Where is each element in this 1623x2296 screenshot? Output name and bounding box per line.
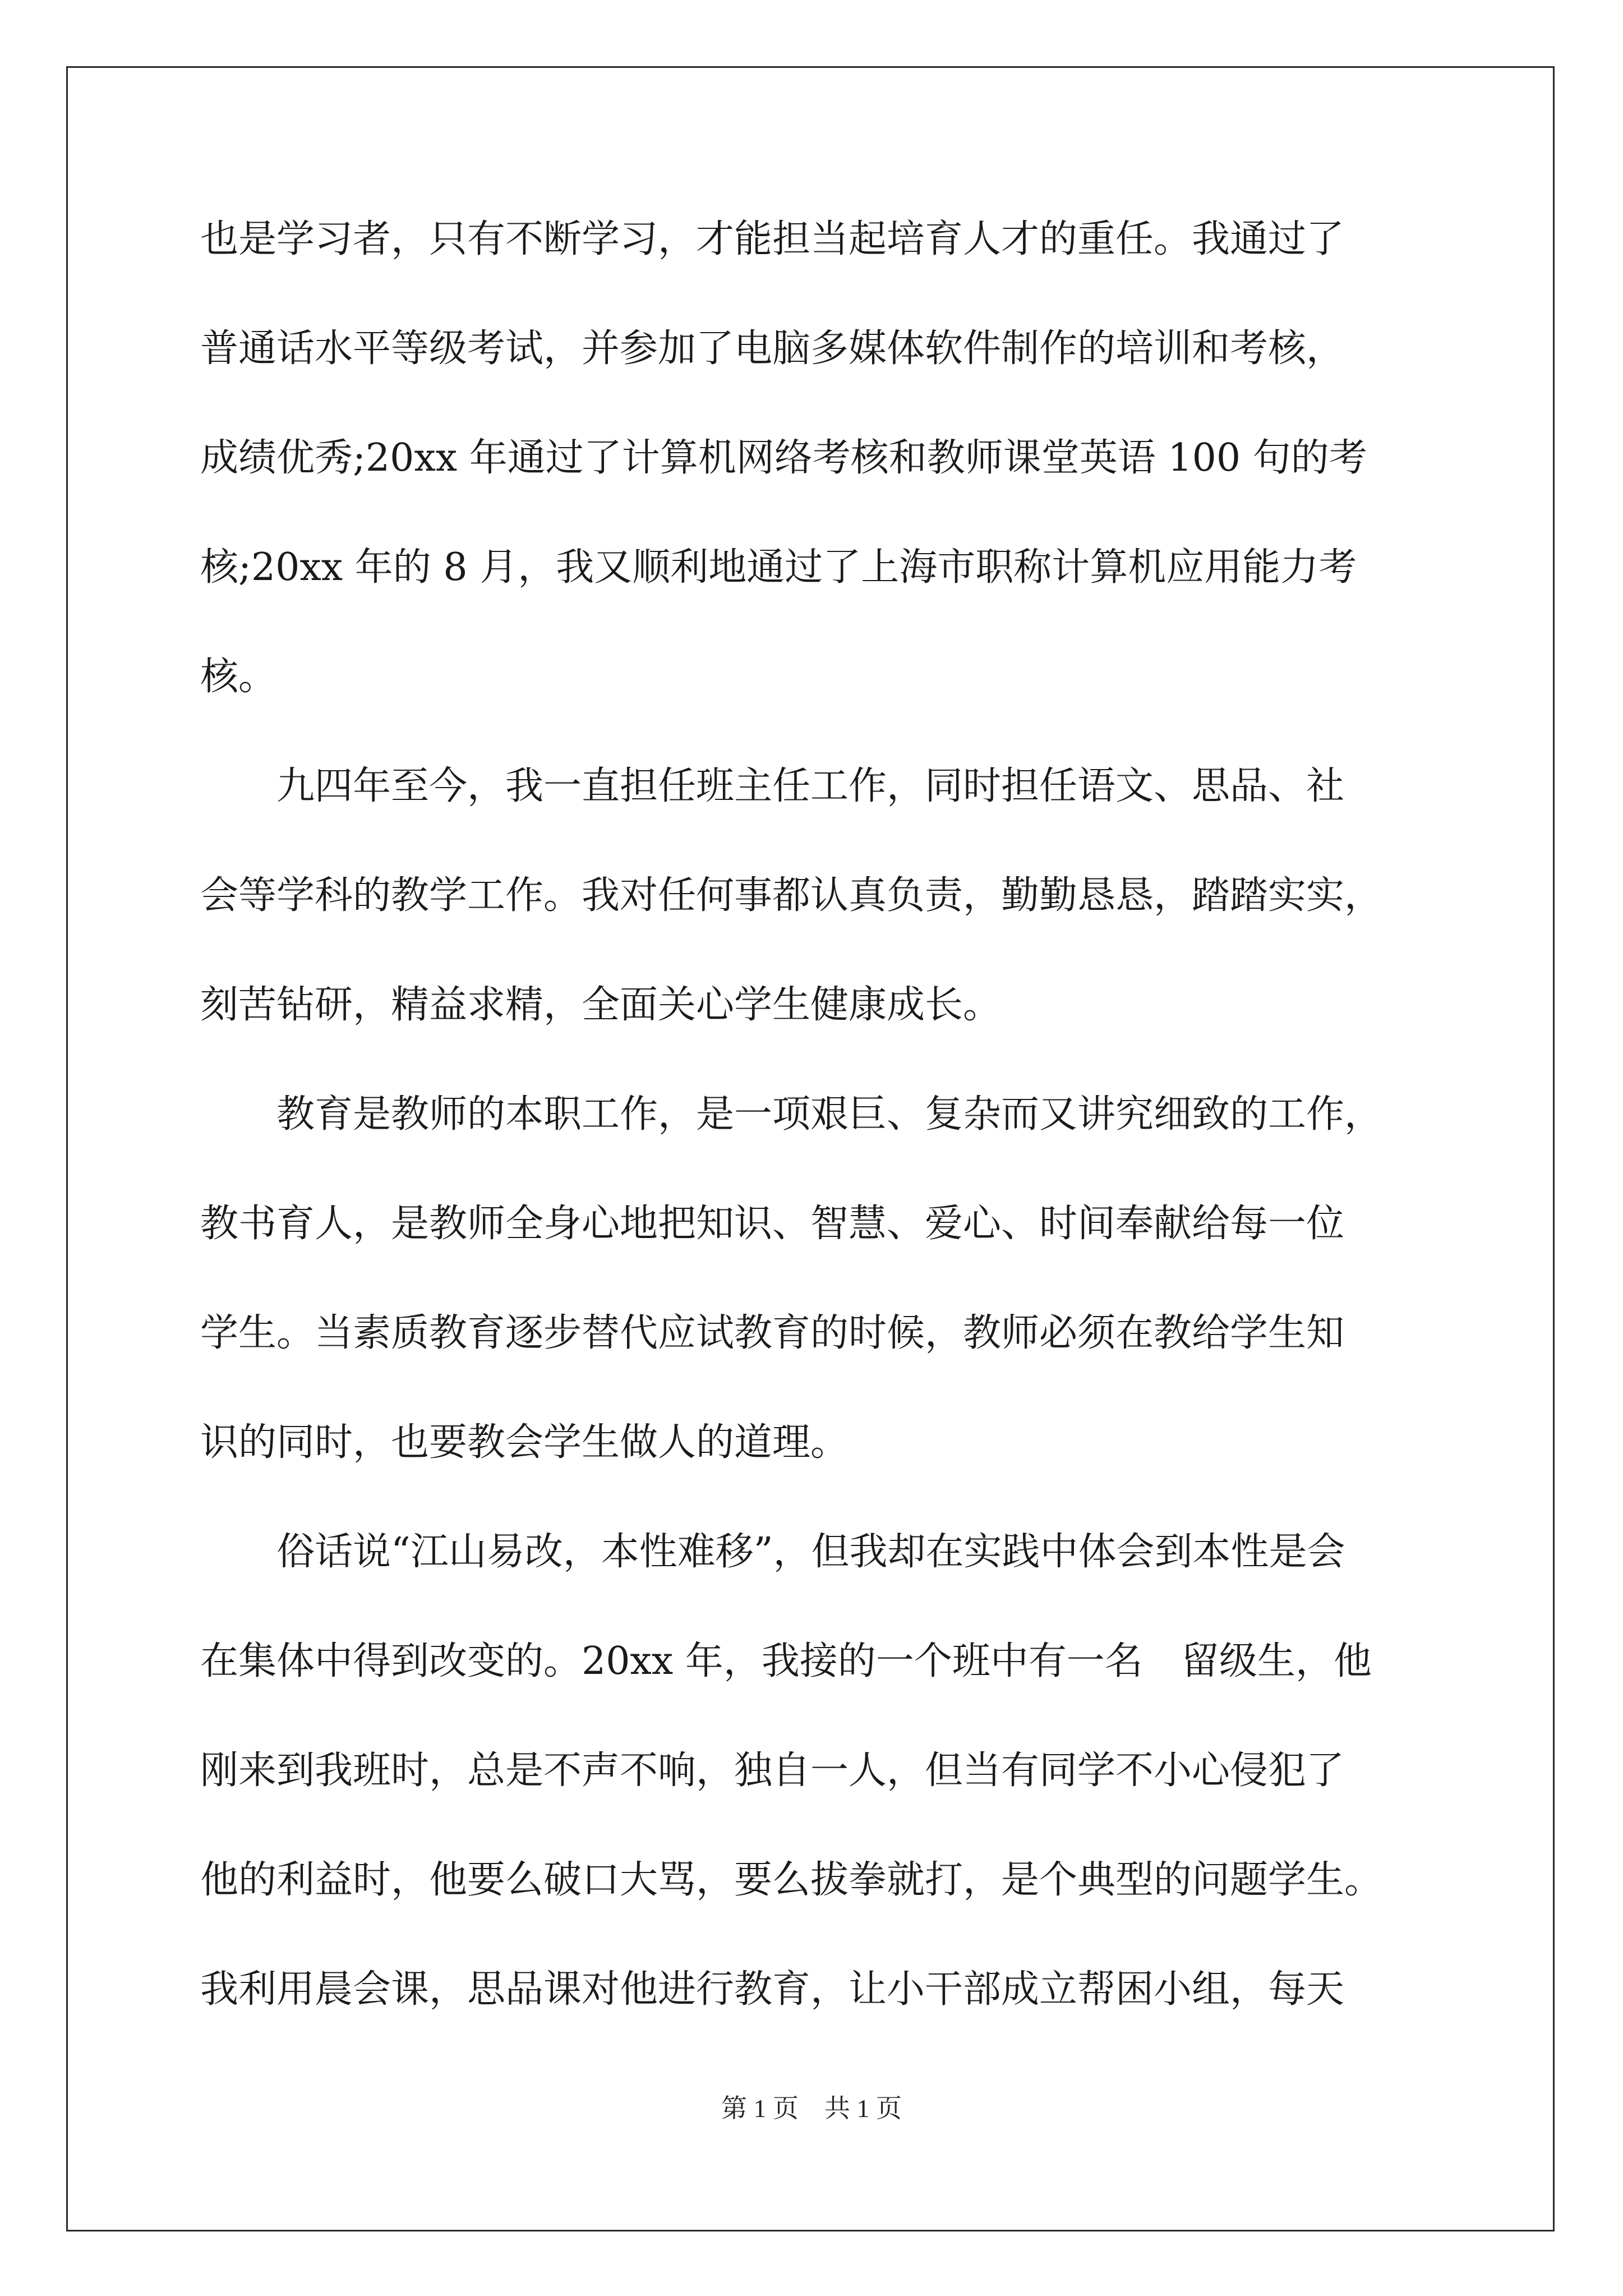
text-line: 识的同时，也要教会学生做人的道理。 (200, 1420, 849, 1465)
text-line: 在集体中得到改变的。20xx 年，我接的一个班中有一名 留级生，他 (200, 1639, 1372, 1683)
text-line: 会等学科的教学工作。我对任何事都认真负责，勤勤恳恳，踏踏实实， (200, 873, 1383, 918)
text-line: 教书育人，是教师全身心地把知识、智慧、爱心、时间奉献给每一位 (200, 1202, 1345, 1246)
text-line: 成绩优秀;20xx 年通过了计算机网络考核和教师课堂英语 100 句的考 (200, 436, 1367, 480)
text-line: 普通话水平等级考试，并参加了电脑多媒体软件制作的培训和考核， (200, 326, 1345, 371)
text-line: 他的利益时，他要么破口大骂，要么拔拳就打，是个典型的问题学生。 (200, 1858, 1383, 1902)
text-line: 俗话说“江山易改，本性难移”，但我却在实践中体会到本性是会 (200, 1530, 1345, 1574)
page-number-footer: 第 1 页 共 1 页 (721, 2094, 902, 2123)
text-line: 核。 (200, 655, 277, 699)
text-line: 我利用晨会课，思品课对他进行教育，让小干部成立帮困小组，每天 (200, 1967, 1345, 2012)
text-line: 教育是教师的本职工作，是一项艰巨、复杂而又讲究细致的工作， (200, 1092, 1383, 1137)
text-line: 也是学习者，只有不断学习，才能担当起培育人才的重任。我通过了 (200, 217, 1345, 261)
text-line: 刻苦钻研，精益求精，全面关心学生健康成长。 (200, 983, 1002, 1027)
text-line: 刚来到我班时，总是不声不响，独自一人，但当有同学不小心侵犯了 (200, 1749, 1345, 1793)
document-body (200, 217, 1467, 2077)
text-line: 学生。当素质教育逐步替代应试教育的时候，教师必须在教给学生知 (200, 1311, 1345, 1355)
text-line: 核;20xx 年的 8 月，我又顺利地通过了上海市职称计算机应用能力考 (200, 545, 1357, 590)
text-line: 九四年至今，我一直担任班主任工作，同时担任语文、思品、社 (200, 764, 1345, 808)
